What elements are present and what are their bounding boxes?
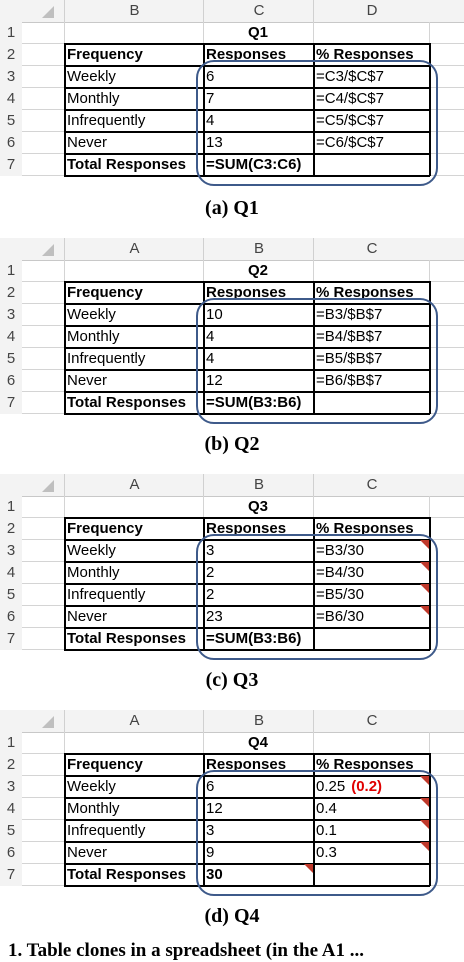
responses-cell[interactable]: 12 [206,372,223,389]
column-title[interactable]: % Responses [316,756,414,773]
column-title[interactable]: Responses [206,284,287,301]
column-header[interactable]: D [313,0,430,22]
percent-cell[interactable]: 0.1 [316,822,337,839]
row-number[interactable]: 4 [6,800,16,817]
responses-cell[interactable]: 2 [206,564,215,581]
row-number[interactable]: 5 [6,350,16,367]
row-number[interactable]: 1 [6,262,16,279]
frequency-cell[interactable]: Never [67,608,108,625]
percent-cell[interactable]: =B3/$B$7 [316,306,383,323]
row-number[interactable]: 5 [6,112,16,129]
responses-cell[interactable]: 7 [206,90,215,107]
frequency-cell[interactable]: Never [67,372,108,389]
spreadsheet-clone [0,474,464,684]
row-number[interactable]: 1 [6,24,16,41]
percent-cell[interactable]: =C3/$C$7 [316,68,384,85]
frequency-cell[interactable]: Never [67,844,108,861]
frequency-cell[interactable]: Monthly [67,328,120,345]
frequency-cell[interactable]: Monthly [67,564,120,581]
subfigure-caption: (b) Q2 [204,433,260,455]
total-label-cell[interactable]: Total Responses [67,156,186,173]
row-number[interactable]: 5 [6,586,16,603]
frequency-cell[interactable]: Never [67,134,108,151]
row-number[interactable]: 1 [6,734,16,751]
row-number[interactable]: 2 [6,520,16,537]
column-header[interactable]: A [64,710,204,732]
frequency-cell[interactable]: Infrequently [67,112,146,129]
column-header[interactable]: A [64,474,204,496]
row-number[interactable]: 3 [6,778,16,795]
percent-cell[interactable]: =B3/30 [316,542,364,559]
frequency-cell[interactable]: Weekly [67,306,116,323]
frequency-cell[interactable]: Infrequently [67,350,146,367]
percent-cell[interactable]: =C4/$C$7 [316,90,384,107]
row-number[interactable]: 3 [6,68,16,85]
responses-cell[interactable]: 6 [206,778,215,795]
column-title[interactable]: Frequency [67,284,143,301]
column-header[interactable]: B [203,710,314,732]
spreadsheet-clone [0,0,464,210]
column-title[interactable]: Frequency [67,756,143,773]
subfigure-caption: (c) Q3 [205,669,259,691]
select-all-corner[interactable] [42,6,54,18]
column-title[interactable]: % Responses [316,284,414,301]
select-all-corner[interactable] [42,716,54,728]
column-title[interactable]: Responses [206,756,287,773]
percent-cell[interactable]: =B6/$B$7 [316,372,383,389]
highlight-oval [196,534,438,660]
frequency-cell[interactable]: Infrequently [67,822,146,839]
row-number[interactable]: 7 [6,394,16,411]
highlight-oval [196,60,438,186]
total-value-cell[interactable]: =SUM(B3:B6) [206,394,302,411]
column-header[interactable]: A [64,238,204,260]
responses-cell[interactable]: 3 [206,542,215,559]
percent-value: 0.25 [316,778,346,795]
row-number[interactable]: 2 [6,284,16,301]
column-header[interactable]: C [313,474,430,496]
percent-cell[interactable]: 0.3 [316,844,337,861]
row-number[interactable]: 6 [6,608,16,625]
percent-cell[interactable]: =B5/$B$7 [316,350,383,367]
percent-cell[interactable]: =B6/30 [316,608,364,625]
row-number[interactable]: 4 [6,564,16,581]
responses-cell[interactable]: 2 [206,586,215,603]
spreadsheet-clone [0,238,464,448]
column-title[interactable]: Frequency [67,46,143,63]
row-number[interactable]: 6 [6,844,16,861]
frequency-cell[interactable]: Weekly [67,542,116,559]
table-title[interactable]: Q3 [247,498,268,515]
column-header[interactable]: B [64,0,204,22]
column-title[interactable]: % Responses [316,520,414,537]
frequency-cell[interactable]: Infrequently [67,586,146,603]
responses-cell[interactable]: 4 [206,112,215,129]
row-number[interactable]: 7 [6,156,16,173]
select-all-corner[interactable] [42,244,54,256]
percent-cell[interactable]: =B4/$B$7 [316,328,383,345]
column-title[interactable]: Frequency [67,520,143,537]
percent-cell[interactable]: =C5/$C$7 [316,112,384,129]
row-number[interactable]: 5 [6,822,16,839]
row-number[interactable]: 4 [6,90,16,107]
responses-cell[interactable]: 9 [206,844,215,861]
column-header[interactable]: B [203,474,314,496]
figure-caption: 1. Table clones in a spreadsheet (in the A1 ... [8,940,364,961]
percent-cell[interactable]: =B4/30 [316,564,364,581]
total-value-cell[interactable]: 30 [206,866,223,883]
column-header[interactable]: C [203,0,314,22]
subfigure-caption: (a) Q1 [205,197,259,219]
column-header[interactable]: B [203,238,314,260]
total-label-cell[interactable]: Total Responses [67,630,186,647]
column-header[interactable]: C [313,238,430,260]
total-label-cell[interactable]: Total Responses [67,394,186,411]
expected-value-note: (0.2) [351,778,383,795]
responses-cell[interactable]: 4 [206,328,215,345]
responses-cell[interactable]: 10 [206,306,223,323]
percent-cell[interactable]: =C6/$C$7 [316,134,384,151]
frequency-cell[interactable]: Monthly [67,800,120,817]
percent-cell[interactable]: 0.4 [316,800,337,817]
total-value-cell[interactable]: =SUM(B3:B6) [206,630,302,647]
row-number[interactable]: 3 [6,542,16,559]
responses-cell[interactable]: 6 [206,68,215,85]
responses-cell[interactable]: 13 [206,134,223,151]
responses-cell[interactable]: 3 [206,822,215,839]
column-header[interactable]: C [313,710,430,732]
row-number[interactable]: 6 [6,134,16,151]
frequency-cell[interactable]: Weekly [67,778,116,795]
row-number[interactable]: 1 [6,498,16,515]
row-number[interactable]: 6 [6,372,16,389]
responses-cell[interactable]: 23 [206,608,223,625]
frequency-cell[interactable]: Monthly [67,90,120,107]
spreadsheet-clone [0,710,464,920]
total-value-cell[interactable]: =SUM(C3:C6) [206,156,302,173]
table-title[interactable]: Q1 [247,24,268,41]
frequency-cell[interactable]: Weekly [67,68,116,85]
highlight-oval [196,298,438,424]
row-number[interactable]: 7 [6,866,16,883]
table-title[interactable]: Q2 [247,262,268,279]
row-number[interactable]: 7 [6,630,16,647]
row-number[interactable]: 3 [6,306,16,323]
row-number[interactable]: 2 [6,46,16,63]
select-all-corner[interactable] [42,480,54,492]
column-title[interactable]: Responses [206,520,287,537]
row-number[interactable]: 4 [6,328,16,345]
column-title[interactable]: % Responses [316,46,414,63]
percent-cell[interactable]: =B5/30 [316,586,364,603]
row-number[interactable]: 2 [6,756,16,773]
responses-cell[interactable]: 4 [206,350,215,367]
column-title[interactable]: Responses [206,46,287,63]
subfigure-caption: (d) Q4 [204,905,260,927]
responses-cell[interactable]: 12 [206,800,223,817]
highlight-oval [196,770,438,896]
table-title[interactable]: Q4 [247,734,268,751]
total-label-cell[interactable]: Total Responses [67,866,186,883]
